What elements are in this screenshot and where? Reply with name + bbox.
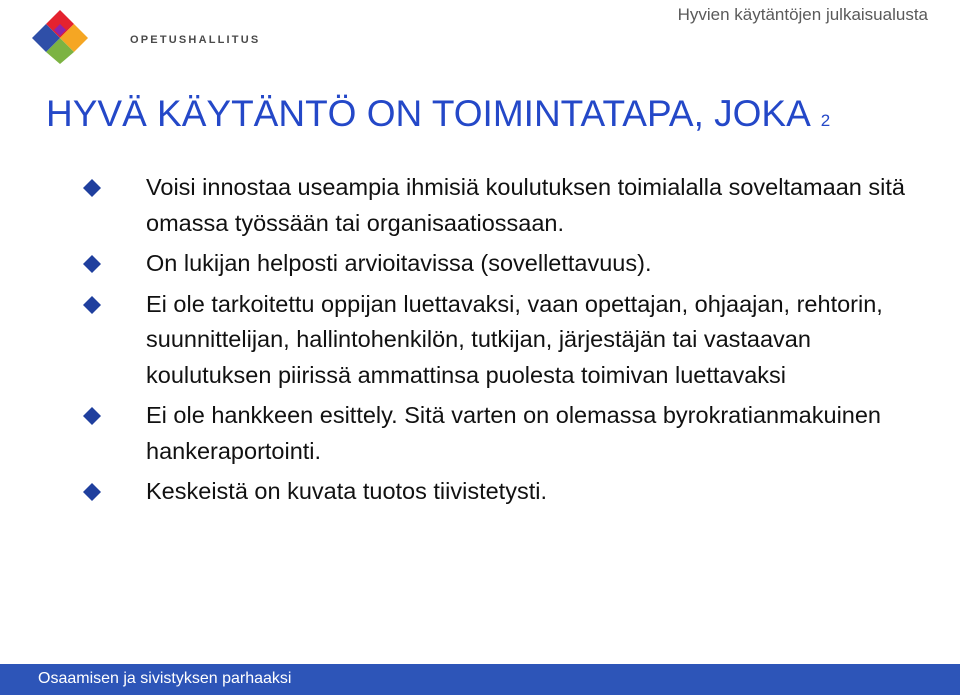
logo-text: OPETUSHALLITUS <box>130 34 261 46</box>
page-number: 2 <box>820 111 831 130</box>
bullet-text: On lukijan helposti arvioitavissa (sovellettavuus). <box>146 250 652 276</box>
bullet-text: Voisi innostaa useampia ihmisiä koulutuksen toimialalla soveltamaan sitä omassa työssään tai organisaatiossaan. <box>146 174 905 236</box>
list-item <box>82 246 912 282</box>
logo-diamond-icon <box>30 8 90 64</box>
opetushallitus-logo <box>30 8 261 64</box>
list-item <box>82 398 912 469</box>
diamond-bullet-icon <box>82 295 102 315</box>
diamond-bullet-icon <box>82 482 102 502</box>
list-item <box>82 170 912 241</box>
diamond-bullet-icon <box>82 406 102 426</box>
slide-title <box>46 93 830 135</box>
bullet-text: Keskeistä on kuvata tuotos tiivistetysti. <box>146 478 547 504</box>
section-label: Hyvien käytäntöjen julkaisualusta <box>677 5 928 24</box>
list-item <box>82 287 912 394</box>
list-item <box>82 474 912 510</box>
bullet-list <box>82 170 912 515</box>
footer-bar <box>0 664 960 695</box>
slide-title-text: HYVÄ KÄYTÄNTÖ ON TOIMINTATAPA, JOKA <box>46 93 811 134</box>
bullet-text: Ei ole hankkeen esittely. Sitä varten on olemassa byrokratianmakuinen hankeraportointi. <box>146 402 881 464</box>
diamond-bullet-icon <box>82 178 102 198</box>
diamond-bullet-icon <box>82 254 102 274</box>
bullet-text: Ei ole tarkoitettu oppijan luettavaksi, vaan opettajan, ohjaajan, rehtorin, suunnittelijan, hallintohenkilön, tutkijan, järjestäjän tai vastaavan koulutuksen piirissä ammattinsa puolesta toimivan luettavaksi <box>146 290 883 388</box>
footer-text: Osaamisen ja sivistyksen parhaaksi <box>38 670 292 687</box>
